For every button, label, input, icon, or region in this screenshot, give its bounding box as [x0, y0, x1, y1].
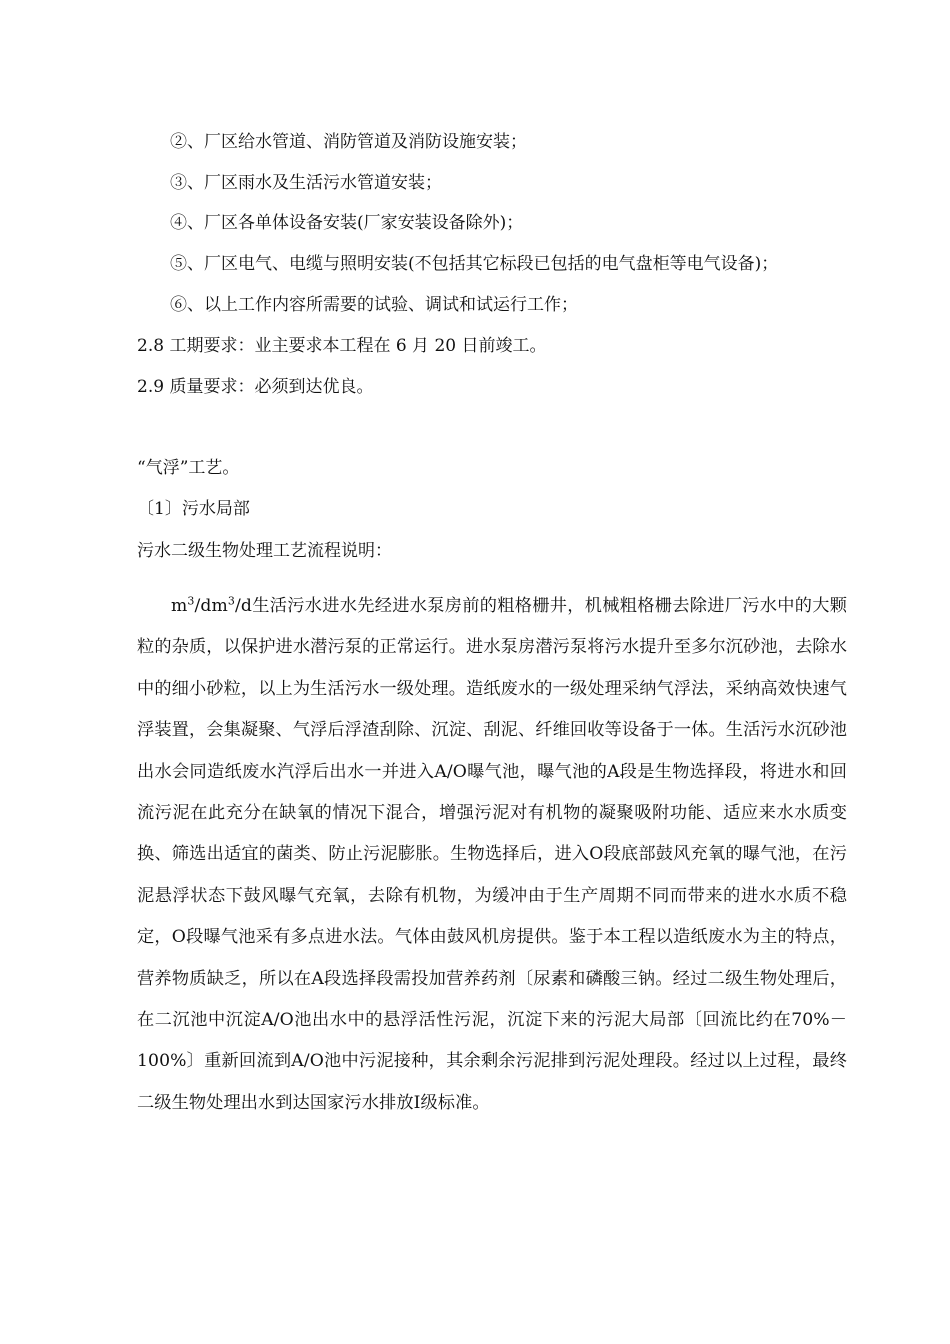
- flow-unit-superscript: 3: [227, 594, 236, 608]
- flow-unit-prefix: m: [171, 596, 188, 616]
- paragraph-body: 生活污水进水先经进水泵房前的粗格栅井，机械粗格栅去除进厂污水中的大颗粒的杂质，以保护进水潜污泵的正常运行。进水泵房潜污泵将污水提升至多尔沉砂池，去除水中的细小砂粒，以上为生活污水一级处理。造纸废水的一级处理采纳气浮法，采纳高效快速气浮装置，会集凝聚、气浮后浮渣刮除、沉淀、刮泥、纤维回收等设备于一体。生活污水沉砂池出水会同造纸废水汽浮后出水一并进入A/O曝气池，曝气池的A段是生物选择段，将进水和回流污泥在此充分在缺氧的情况下混合，增强污泥对有机物的凝聚吸附功能、适应来水水质变换、筛选出适宜的菌类、防止污泥膨胀。生物选择后，进入O段底部鼓风充氧的曝气池，在污泥悬浮状态下鼓风曝气充氧，去除有机物，为缓冲由于生产周期不同而带来的进水水质不稳定，O段曝气池采有多点进水法。气体由鼓风机房提供。鉴于本工程以造纸废水为主的特点，营养物质缺乏，所以在A段选择段需投加营养药剂〔尿素和磷酸三钠。经过二级生物处理后，在二沉池中沉淀A/O池出水中的悬浮活性污泥，沉淀下来的污泥大局部〔回流比约在70%－100%〕重新回流到A/O池中污泥接种，其余剩余污泥排到污泥处理段。经过以上过程，最终二级生物处理出水到达国家污水排放Ⅰ级标准。: [137, 596, 847, 1113]
- flow-intro: 污水二级生物处理工艺流程说明：: [137, 541, 392, 561]
- list-item: ④、厂区各单体设备安装(厂家安装设备除外)；: [170, 213, 524, 233]
- flow-unit-superscript: 3: [187, 594, 195, 608]
- process-description-paragraph: [137, 586, 847, 1124]
- section-heading: 〔1〕污水局部: [137, 499, 250, 519]
- list-item: ⑤、厂区电气、电缆与照明安装(不包括其它标段已包括的电气盘柜等电气设备)；: [170, 254, 779, 274]
- schedule-requirement: 2.8 工期要求：业主要求本工程在 6 月 20 日前竣工。: [137, 336, 547, 356]
- list-item: ③、厂区雨水及生活污水管道安装；: [170, 173, 442, 193]
- flow-unit-mid: /dm: [194, 596, 228, 616]
- list-item: ②、厂区给水管道、消防管道及消防设施安装；: [170, 132, 527, 152]
- quality-requirement: 2.9 质量要求：必须到达优良。: [137, 377, 374, 397]
- process-title: “气浮”工艺。: [137, 458, 240, 478]
- flow-unit-suffix: /d: [235, 596, 253, 616]
- list-item: ⑥、以上工作内容所需要的试验、调试和试运行工作；: [170, 295, 578, 315]
